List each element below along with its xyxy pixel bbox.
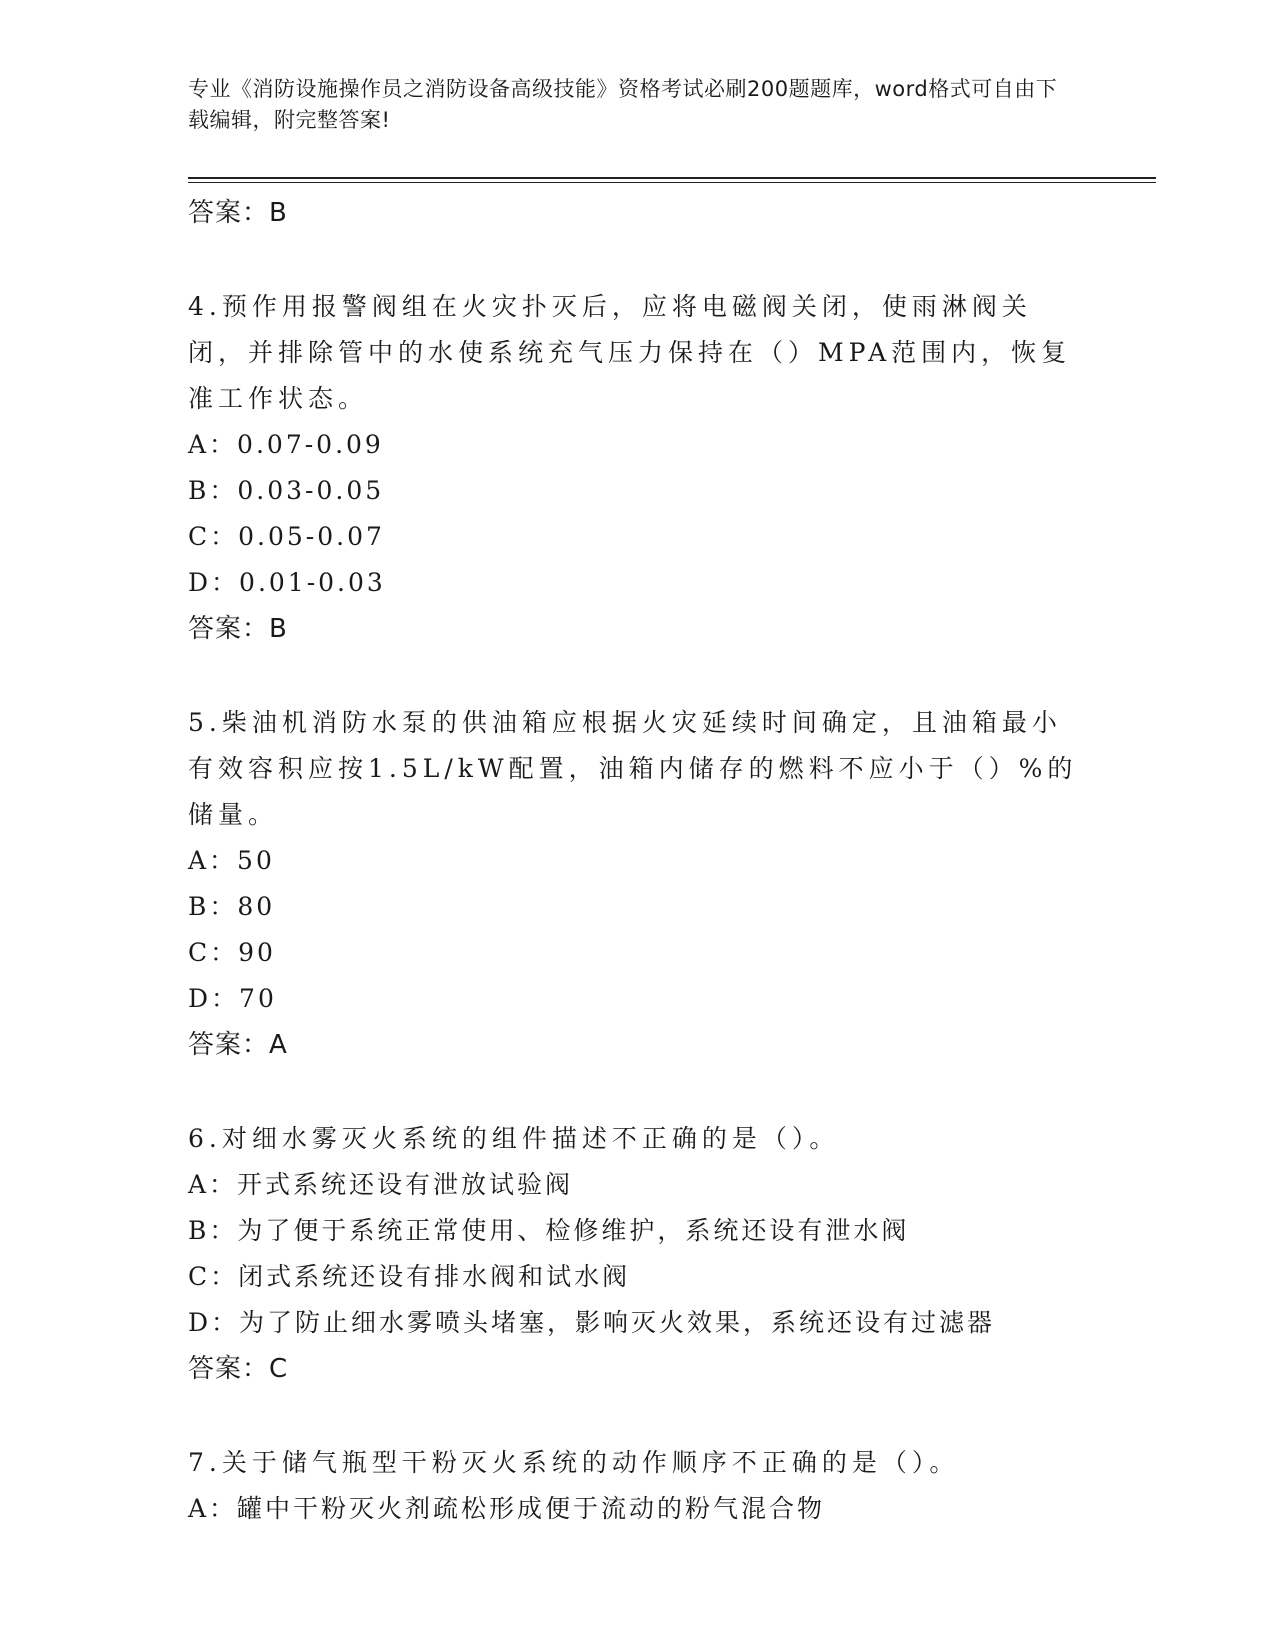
option-b: B：0.03-0.05 (188, 476, 385, 505)
question-4 (188, 284, 1088, 652)
option-d: D：为了防止细水雾喷头堵塞，影响灭火效果，系统还设有过滤器 (188, 1308, 996, 1337)
question-6 (188, 1116, 1088, 1392)
header-divider-thin (188, 182, 1156, 183)
question-stem: 5.柴油机消防水泵的供油箱应根据火灾延续时间确定，且油箱最小有效容积应按1.5L/kW配置，油箱内储存的燃料不应小于（）%的储量。 (188, 708, 1078, 829)
answer-line: 答案：B (188, 198, 288, 228)
option-d: D：0.01-0.03 (188, 568, 386, 597)
answer-line: 答案：C (188, 1354, 289, 1384)
option-a: A：50 (188, 846, 275, 875)
answer-line: 答案：A (188, 1030, 288, 1060)
question-5 (188, 700, 1088, 1068)
option-a: A：开式系统还设有泄放试验阀 (188, 1170, 574, 1199)
option-c: C：90 (188, 938, 276, 967)
option-a: A：0.07-0.09 (188, 430, 384, 459)
answer-line: 答案：B (188, 614, 288, 644)
option-b: B：为了便于系统正常使用、检修维护，系统还设有泄水阀 (188, 1216, 910, 1245)
header-divider (188, 177, 1156, 179)
question-7 (188, 1440, 1088, 1532)
document-body (188, 190, 1088, 1532)
question-stem: 7.关于储气瓶型干粉灭火系统的动作顺序不正确的是（）。 (188, 1448, 960, 1477)
option-b: B：80 (188, 892, 276, 921)
question-stem: 6.对细水雾灭火系统的组件描述不正确的是（）。 (188, 1124, 840, 1153)
option-a: A：罐中干粉灭火剂疏松形成便于流动的粉气混合物 (188, 1494, 826, 1523)
option-d: D：70 (188, 984, 277, 1013)
option-c: C：闭式系统还设有排水阀和试水阀 (188, 1262, 631, 1291)
question-stem: 4.预作用报警阀组在火灾扑灭后，应将电磁阀关闭，使雨淋阀关闭，并排除管中的水使系统充气压力保持在（）MPA范围内，恢复准工作状态。 (188, 292, 1072, 413)
document-header: 专业《消防设施操作员之消防设备高级技能》资格考试必刷200题题库，word格式可自由下载编辑，附完整答案! (188, 77, 1058, 132)
option-c: C：0.05-0.07 (188, 522, 385, 551)
